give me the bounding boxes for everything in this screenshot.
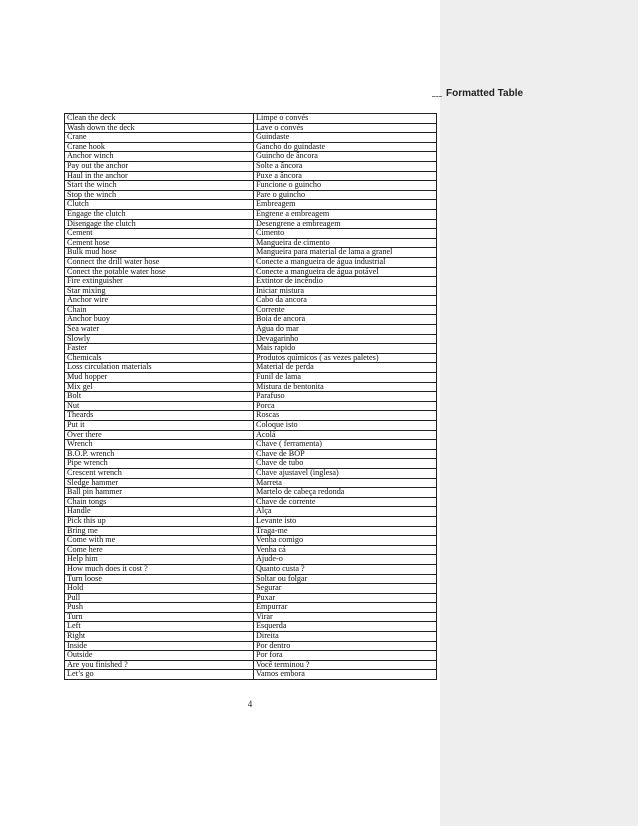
table-row <box>65 584 437 594</box>
portuguese-term: Pare o guincho <box>254 190 437 200</box>
portuguese-term: Gancho do guindaste <box>254 142 437 152</box>
portuguese-term: Vamos embora <box>254 670 437 680</box>
table-row <box>65 497 437 507</box>
portuguese-term: Extintor de incêndio <box>254 277 437 287</box>
vocabulary-table-body <box>65 114 437 680</box>
vocabulary-table <box>64 113 437 680</box>
portuguese-term: Funil de lama <box>254 373 437 383</box>
english-term: Slowly <box>65 334 254 344</box>
portuguese-term: Puxar <box>254 593 437 603</box>
table-row <box>65 353 437 363</box>
table-row <box>65 114 437 124</box>
english-term: Fire extinguisher <box>65 277 254 287</box>
english-term: Clutch <box>65 200 254 210</box>
table-row <box>65 574 437 584</box>
portuguese-term: Funcione o guincho <box>254 181 437 191</box>
portuguese-term: Mais rapido <box>254 344 437 354</box>
table-row <box>65 430 437 440</box>
portuguese-term: Mistura de bentonita <box>254 382 437 392</box>
english-term: Over there <box>65 430 254 440</box>
portuguese-term: Venha comigo <box>254 536 437 546</box>
english-term: Stop the winch <box>65 190 254 200</box>
portuguese-term: Desengrene a embreagem <box>254 219 437 229</box>
table-row <box>65 152 437 162</box>
table-row <box>65 334 437 344</box>
table-row <box>65 651 437 661</box>
portuguese-term: Roscas <box>254 411 437 421</box>
portuguese-term: Empurrar <box>254 603 437 613</box>
portuguese-term: Guindaste <box>254 133 437 143</box>
english-term: Faster <box>65 344 254 354</box>
table-row <box>65 209 437 219</box>
table-row <box>65 421 437 431</box>
english-term: Theards <box>65 411 254 421</box>
portuguese-term: Soltar ou folgar <box>254 574 437 584</box>
english-term: Hold <box>65 584 254 594</box>
portuguese-term: Corrente <box>254 305 437 315</box>
english-term: Clean the deck <box>65 114 254 124</box>
english-term: Push <box>65 603 254 613</box>
portuguese-term: Chave de tubo <box>254 459 437 469</box>
table-row <box>65 171 437 181</box>
table-row <box>65 257 437 267</box>
english-term: Outside <box>65 651 254 661</box>
english-term: Anchor wire <box>65 296 254 306</box>
english-term: Start the winch <box>65 181 254 191</box>
table-row <box>65 315 437 325</box>
table-row <box>65 622 437 632</box>
english-term: Sea water <box>65 325 254 335</box>
portuguese-term: Alça <box>254 507 437 517</box>
portuguese-term: Porca <box>254 401 437 411</box>
table-row <box>65 516 437 526</box>
english-term: Chain <box>65 305 254 315</box>
english-term: Let’s go <box>65 670 254 680</box>
english-term: Chemicals <box>65 353 254 363</box>
english-term: Handle <box>65 507 254 517</box>
table-row <box>65 325 437 335</box>
portuguese-term: Conecte a mangueira de água potável <box>254 267 437 277</box>
portuguese-term: Cimento <box>254 229 437 239</box>
english-term: Connect the drill water hose <box>65 257 254 267</box>
table-row <box>65 488 437 498</box>
portuguese-term: Devagarinho <box>254 334 437 344</box>
table-row <box>65 190 437 200</box>
table-row <box>65 449 437 459</box>
page-number: 4 <box>247 699 253 709</box>
portuguese-term: Venha cá <box>254 545 437 555</box>
english-term: Conect the potable water hose <box>65 267 254 277</box>
table-row <box>65 612 437 622</box>
table-row <box>65 603 437 613</box>
portuguese-term: Coloque isto <box>254 421 437 431</box>
english-term: Right <box>65 632 254 642</box>
portuguese-term: Quanto custa ? <box>254 564 437 574</box>
english-term: Sledge hammer <box>65 478 254 488</box>
table-row <box>65 238 437 248</box>
portuguese-term: Acolá <box>254 430 437 440</box>
table-row <box>65 373 437 383</box>
english-term: Pipe wrench <box>65 459 254 469</box>
table-row <box>65 248 437 258</box>
english-term: Pick this up <box>65 516 254 526</box>
english-term: Anchor buoy <box>65 315 254 325</box>
table-row <box>65 555 437 565</box>
table-row <box>65 363 437 373</box>
table-row <box>65 440 437 450</box>
table-row <box>65 632 437 642</box>
portuguese-term: Segurar <box>254 584 437 594</box>
portuguese-term: Chave de BOP <box>254 449 437 459</box>
portuguese-term: Parafuso <box>254 392 437 402</box>
portuguese-term: Iniciar mistura <box>254 286 437 296</box>
english-term: Mix gel <box>65 382 254 392</box>
table-row <box>65 219 437 229</box>
english-term: Chain tongs <box>65 497 254 507</box>
table-row <box>65 641 437 651</box>
portuguese-term: Ajude-o <box>254 555 437 565</box>
english-term: Mud hopper <box>65 373 254 383</box>
english-term: Bulk mud hose <box>65 248 254 258</box>
table-row <box>65 545 437 555</box>
table-row <box>65 660 437 670</box>
table-row <box>65 526 437 536</box>
portuguese-term: Engrene a embreagem <box>254 209 437 219</box>
english-term: Put it <box>65 421 254 431</box>
portuguese-term: Lave o convés <box>254 123 437 133</box>
table-row <box>65 392 437 402</box>
english-term: Loss circulation materials <box>65 363 254 373</box>
portuguese-term: Chave ajustavel (inglesa) <box>254 468 437 478</box>
english-term: Crane hook <box>65 142 254 152</box>
english-term: Wrench <box>65 440 254 450</box>
portuguese-term: Martelo de cabeça redonda <box>254 488 437 498</box>
table-row <box>65 593 437 603</box>
portuguese-term: Por dentro <box>254 641 437 651</box>
table-row <box>65 564 437 574</box>
comment-label: Formatted Table <box>446 88 524 99</box>
portuguese-term: Produtos químicos ( as vezes paletes) <box>254 353 437 363</box>
table-row <box>65 229 437 239</box>
portuguese-term: Material de perda <box>254 363 437 373</box>
table-row <box>65 478 437 488</box>
table-row <box>65 382 437 392</box>
table-row <box>65 305 437 315</box>
table-row <box>65 344 437 354</box>
portuguese-term: Por fora <box>254 651 437 661</box>
portuguese-term: Marreta <box>254 478 437 488</box>
portuguese-term: Esquerda <box>254 622 437 632</box>
comment-connector <box>432 96 442 97</box>
table-row <box>65 286 437 296</box>
english-term: B.O.P. wrench <box>65 449 254 459</box>
portuguese-term: Mangueira de cimento <box>254 238 437 248</box>
english-term: Nut <box>65 401 254 411</box>
portuguese-term: Levante isto <box>254 516 437 526</box>
english-term: Bolt <box>65 392 254 402</box>
english-term: Pull <box>65 593 254 603</box>
english-term: Haul in the anchor <box>65 171 254 181</box>
portuguese-term: Chave de corrente <box>254 497 437 507</box>
portuguese-term: Você terminou ? <box>254 660 437 670</box>
table-row <box>65 123 437 133</box>
english-term: Come here <box>65 545 254 555</box>
english-term: Turn <box>65 612 254 622</box>
table-row <box>65 296 437 306</box>
portuguese-term: Agua do mar <box>254 325 437 335</box>
table-row <box>65 142 437 152</box>
english-term: Help him <box>65 555 254 565</box>
english-term: Ball pin hammer <box>65 488 254 498</box>
english-term: Wash down the deck <box>65 123 254 133</box>
table-row <box>65 468 437 478</box>
table-row <box>65 181 437 191</box>
english-term: Engage the clutch <box>65 209 254 219</box>
english-term: Inside <box>65 641 254 651</box>
english-term: Star mixing <box>65 286 254 296</box>
english-term: Crane <box>65 133 254 143</box>
portuguese-term: Puxe a âncora <box>254 171 437 181</box>
english-term: Cement hose <box>65 238 254 248</box>
portuguese-term: Solte a âncora <box>254 161 437 171</box>
portuguese-term: Cabo da ancora <box>254 296 437 306</box>
table-row <box>65 507 437 517</box>
table-row <box>65 670 437 680</box>
english-term: How much does it cost ? <box>65 564 254 574</box>
english-term: Bring me <box>65 526 254 536</box>
english-term: Pay out the anchor <box>65 161 254 171</box>
table-row <box>65 401 437 411</box>
portuguese-term: Mangueira para material de lama a granel <box>254 248 437 258</box>
table-row <box>65 267 437 277</box>
portuguese-term: Boia de ancora <box>254 315 437 325</box>
english-term: Come with me <box>65 536 254 546</box>
portuguese-term: Guincho de âncora <box>254 152 437 162</box>
table-row <box>65 133 437 143</box>
portuguese-term: Limpe o convés <box>254 114 437 124</box>
english-term: Crescent wrench <box>65 468 254 478</box>
english-term: Disengage the clutch <box>65 219 254 229</box>
portuguese-term: Conecte a mangueira de água industrial <box>254 257 437 267</box>
table-row <box>65 277 437 287</box>
english-term: Left <box>65 622 254 632</box>
portuguese-term: Direita <box>254 632 437 642</box>
portuguese-term: Traga-me <box>254 526 437 536</box>
english-term: Turn loose <box>65 574 254 584</box>
portuguese-term: Virar <box>254 612 437 622</box>
table-row <box>65 536 437 546</box>
english-term: Anchor winch <box>65 152 254 162</box>
english-term: Cement <box>65 229 254 239</box>
table-row <box>65 200 437 210</box>
english-term: Are you finished ? <box>65 660 254 670</box>
table-row <box>65 459 437 469</box>
table-row <box>65 161 437 171</box>
table-row <box>65 411 437 421</box>
portuguese-term: Chave ( ferramenta) <box>254 440 437 450</box>
portuguese-term: Embreagem <box>254 200 437 210</box>
